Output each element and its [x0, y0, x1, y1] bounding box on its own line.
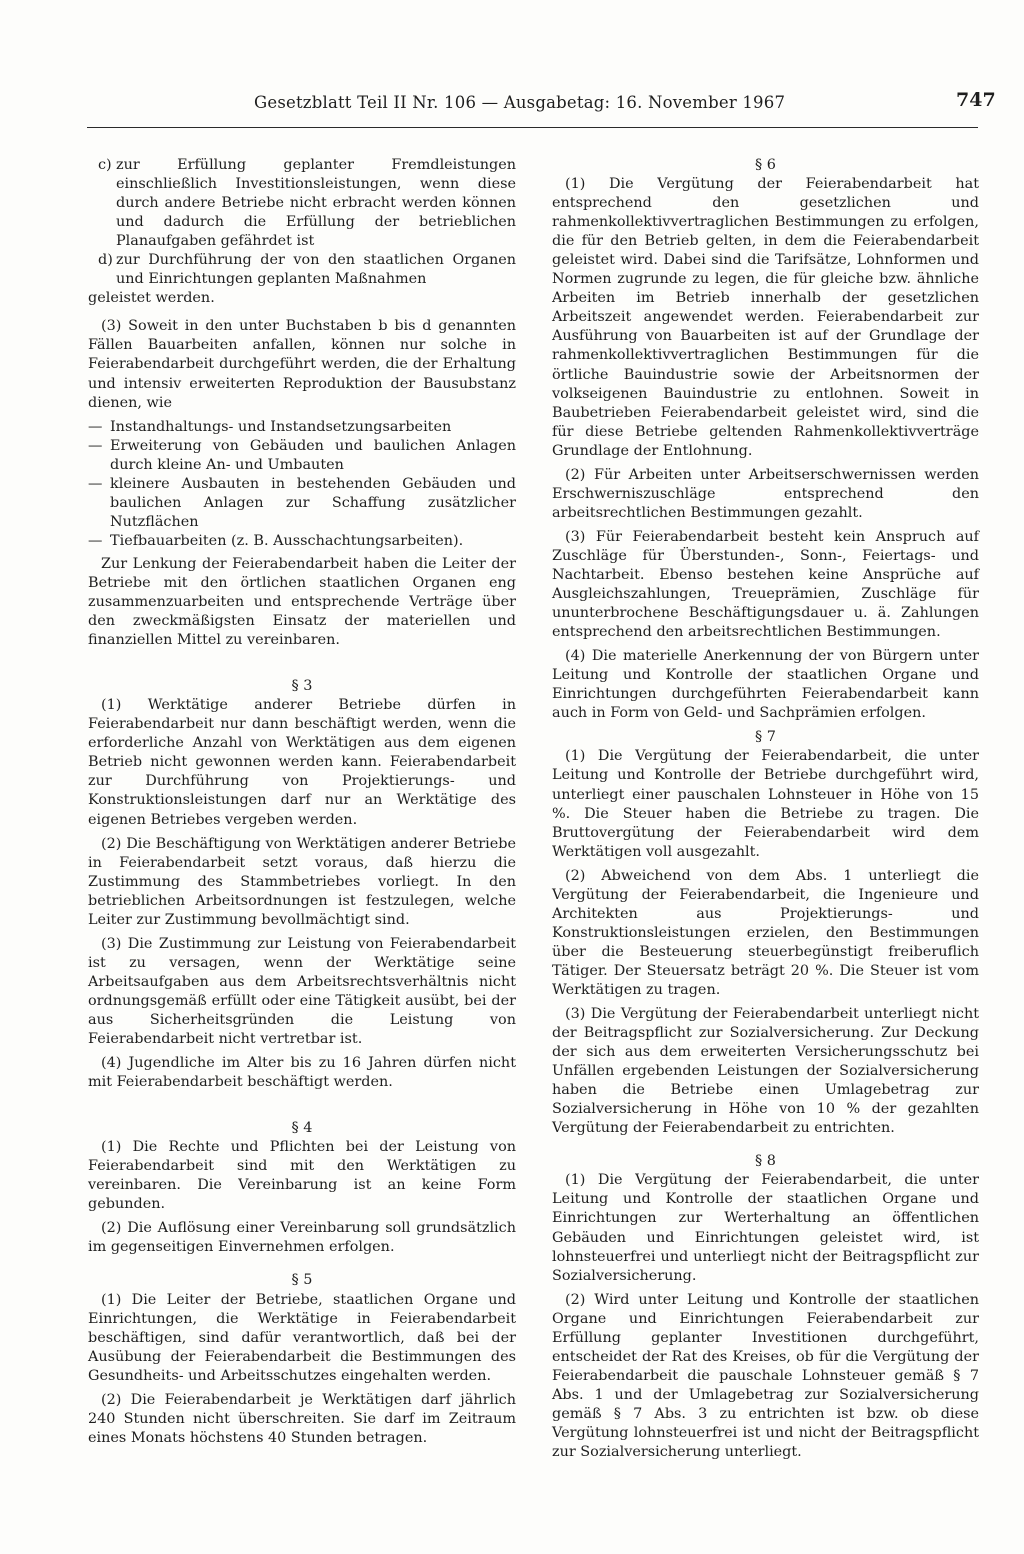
section-heading: § 4 — [291, 1120, 313, 1137]
section-heading: § 7 — [755, 729, 776, 746]
left-column — [88, 156, 516, 1453]
paragraph: (4) Die materielle Anerkennung der von Bürgern unter Leitung und Kontrolle der staatlichen Organe und Einrichtungen durchgeführten Feierabendarbeit kann auch in Form von Geld- und Sachprämien erfolgen. — [552, 648, 979, 722]
paragraph: (2) Die Auflösung einer Vereinbarung soll grundsätzlich im gegenseitigen Einvernehmen erfolgen. — [88, 1220, 516, 1256]
dash-item: — Tiefbauarbeiten (z. B. Ausschachtungsarbeiten). — [88, 532, 464, 549]
section-heading: § 3 — [291, 678, 313, 695]
paragraph: (3) Die Zustimmung zur Leistung von Feierabendarbeit ist zu versagen, wenn der Werktätige seine Arbeitsaufgaben aus dem Arbeitsrechtsverhältnis nicht ordnungsgemäß erfüllt oder eine Tätigkeit ausübt, bei der aus Sicherheitsgründen die Leistung von Feierabendarbeit nicht vertretbar ist. — [88, 935, 516, 1048]
section-heading: § 8 — [755, 1153, 776, 1170]
header-title: Gesetzblatt Teil II Nr. 106 — Ausgabetag: 16. November 1967 — [254, 93, 786, 112]
paragraph: (1) Die Rechte und Pflichten bei der Leistung von Feierabendarbeit sind mit den Werktätigen zu vereinbaren. Die Vereinbarung ist an keine Form gebunden. — [88, 1139, 516, 1213]
paragraph: (1) Werktätige anderer Betriebe dürfen in Feierabendarbeit nur dann beschäftigt werden, wenn die erforderliche Anzahl von Werktätigen aus dem eigenen Betrieb nicht gewonnen werden kann. Feierabendarbeit zur Durchführung von Projektierungs- und Konstruktionsleistungen darf nur an Werktätige des eigenen Betriebes vergeben werden. — [88, 697, 516, 828]
paragraph: Zur Lenkung der Feierabendarbeit haben die Leiter der Betriebe mit den örtlichen staatlichen Organen eng zusammenzuarbeiten und entsprechende Verträge über den zweckmäßigsten Einsatz der materiellen und finanziellen Mittel zu vereinbaren. — [88, 555, 516, 649]
page-number: 747 — [956, 89, 996, 111]
paragraph: (2) Für Arbeiten unter Arbeitserschwernissen werden Erschwerniszuschläge entsprechend den arbeitsrechtlichen Bestimmungen gezahlt. — [552, 466, 979, 521]
paragraph: (2) Die Feierabendarbeit je Werktätigen darf jährlich 240 Stunden nicht überschreiten. Sie darf im Zeitraum eines Monats höchstens 40 Stunden betragen. — [88, 1391, 516, 1446]
paragraph: (3) Soweit in den unter Buchstaben b bis d genannten Fällen Bauarbeiten anfallen, können nur solche in Feierabendarbeit durchgeführt werden, die der Erhaltung und intensiv erweiterten Reproduktion der Bausubstanz dienen, wie — [88, 318, 516, 411]
paragraph: (3) Für Feierabendarbeit besteht kein Anspruch auf Zuschläge für Überstunden-, Sonn-, Feiertags- und Nachtarbeit. Ebenso bestehen keine Ansprüche auf Ausgleichszahlungen, Treueprämien, Zuschläge für ununterbrochene Beschäftigungsdauer u. ä. Zahlungen entsprechend den arbeitsrechtlichen Bestimmungen. — [552, 528, 979, 641]
paragraph: (1) Die Vergütung der Feierabendarbeit hat entsprechend den gesetzlichen und rahmenkollektivvertraglichen Bestimmungen zu erfolgen, die für den Betrieb gelten, in dem die Feierabendarbeit geleistet wird. Dabei sind die Tarifsätze, Lohnformen und Normen zugrunde zu legen, die für gleiche bzw. ähnliche Arbeiten im Betrieb innerhalb der gesetzlichen Arbeitszeit angewendet werden. Feierabendarbeit zur Ausführung von Bauarbeiten ist auf der Grundlage der rahmenkollektivvertraglichen Bestimmungen für die örtliche Bauindustrie sowie der Arbeitsnormen der volkseigenen Bauindustrie zu entlohnen. Soweit in Baubetrieben Feierabendarbeit geleistet wird, sind die für diese Betriebe geltenden Rahmenkollektivverträge Grundlage der Entlohnung. — [552, 176, 979, 459]
list-item-d: d) zur Durchführung der von den staatlichen Organen und Einrichtungen geplanten Maßnahmen — [98, 252, 516, 288]
paragraph: (4) Jugendliche im Alter bis zu 16 Jahren dürfen nicht mit Feierabendarbeit beschäftigt werden. — [88, 1055, 516, 1091]
paragraph: (2) Wird unter Leitung und Kontrolle der staatlichen Organe und Einrichtungen Feierabendarbeit zur Erfüllung geplanter Investitionen durchgeführt, entscheidet der Rat des Kreises, ob für die Vergütung der Feierabendarbeit die pauschale Lohnsteuer gemäß § 7 Abs. 1 und der Umlagebetrag zur Sozialversicherung gemäß § 7 Abs. 3 zu entrichten ist bzw. ob diese Vergütung lohnsteuerfrei ist und nicht der Beitragspflicht zur Sozialversicherung unterliegt. — [552, 1291, 979, 1461]
paragraph: (2) Die Beschäftigung von Werktätigen anderer Betriebe in Feierabendarbeit setzt voraus, daß hierzu die Zustimmung des Stammbetriebes vorliegt. In den betrieblichen Arbeitsordnungen ist festzulegen, welche Leiter zur Zustimmung bevollmächtigt sind. — [88, 835, 516, 928]
list-item-c: c) zur Erfüllung geplanter Fremdleistungen einschließlich Investitionsleistungen, wenn diese durch andere Betriebe nicht erbracht werden können und dadurch die Erfüllung der betrieblichen Planaufgaben gefährdet ist — [98, 157, 516, 250]
paragraph: (2) Abweichend von dem Abs. 1 unterliegt die Vergütung der Feierabendarbeit, die Ingenieure und Architekten aus Projektierungs- und Konstruktionsleistungen erzielen, den Bestimmungen über die Besteuerung steuerbegünstigt freiberuflich Tätiger. Der Steuersatz beträgt 20 %. Die Steuer ist vom Werktätigen zu tragen. — [552, 867, 979, 998]
dash-item: — Instandhaltungs- und Instandsetzungsarbeiten — [88, 418, 452, 435]
right-column — [552, 156, 979, 1467]
paragraph: geleistet werden. — [88, 290, 215, 307]
paragraph: (1) Die Vergütung der Feierabendarbeit, die unter Leitung und Kontrolle der staatlichen Organe und Einrichtungen zur Werterhaltung an öffentlichen Gebäuden und Einrichtungen geleistet wird, ist lohnsteuerfrei und unterliegt nicht der Beitragspflicht zur Sozialversicherung. — [552, 1172, 979, 1284]
header-rule — [87, 127, 978, 128]
paragraph: (1) Die Vergütung der Feierabendarbeit, die unter Leitung und Kontrolle der Betriebe durchgeführt wird, unterliegt einer pauschalen Lohnsteuer in Höhe von 15 %. Die Steuer haben die Betriebe zu tragen. Die Bruttovergütung der Feierabendarbeit wird dem Werktätigen voll ausgezahlt. — [552, 748, 979, 860]
dash-item: — Erweiterung von Gebäuden und baulichen Anlagen durch kleine An- und Umbauten — [88, 437, 516, 473]
section-heading: § 6 — [755, 157, 776, 173]
paragraph: (1) Die Leiter der Betriebe, staatlichen Organe und Einrichtungen, die Werktätige in Feierabendarbeit beschäftigen, sind dafür verantwortlich, daß bei der Ausübung der Feierabendarbeit die Bestimmungen des Gesundheits- und Arbeitsschutzes eingehalten werden. — [88, 1291, 516, 1384]
section-heading: § 5 — [291, 1272, 313, 1289]
dash-item: — kleinere Ausbauten in bestehenden Gebäuden und baulichen Anlagen zur Schaffung zusätzlicher Nutzflächen — [88, 475, 516, 530]
page-header — [0, 89, 1024, 117]
paragraph: (3) Die Vergütung der Feierabendarbeit unterliegt nicht der Beitragspflicht zur Sozialversicherung. Zur Deckung der sich aus dem erweiterten Versicherungsschutz bei Unfällen ergebenden Leistungen der Sozialversicherung haben die Betriebe einen Umlagebetrag zur Sozialversicherung in Höhe von 10 % der gezahlten Vergütung der Feierabendarbeit zu entrichten. — [552, 1006, 979, 1137]
